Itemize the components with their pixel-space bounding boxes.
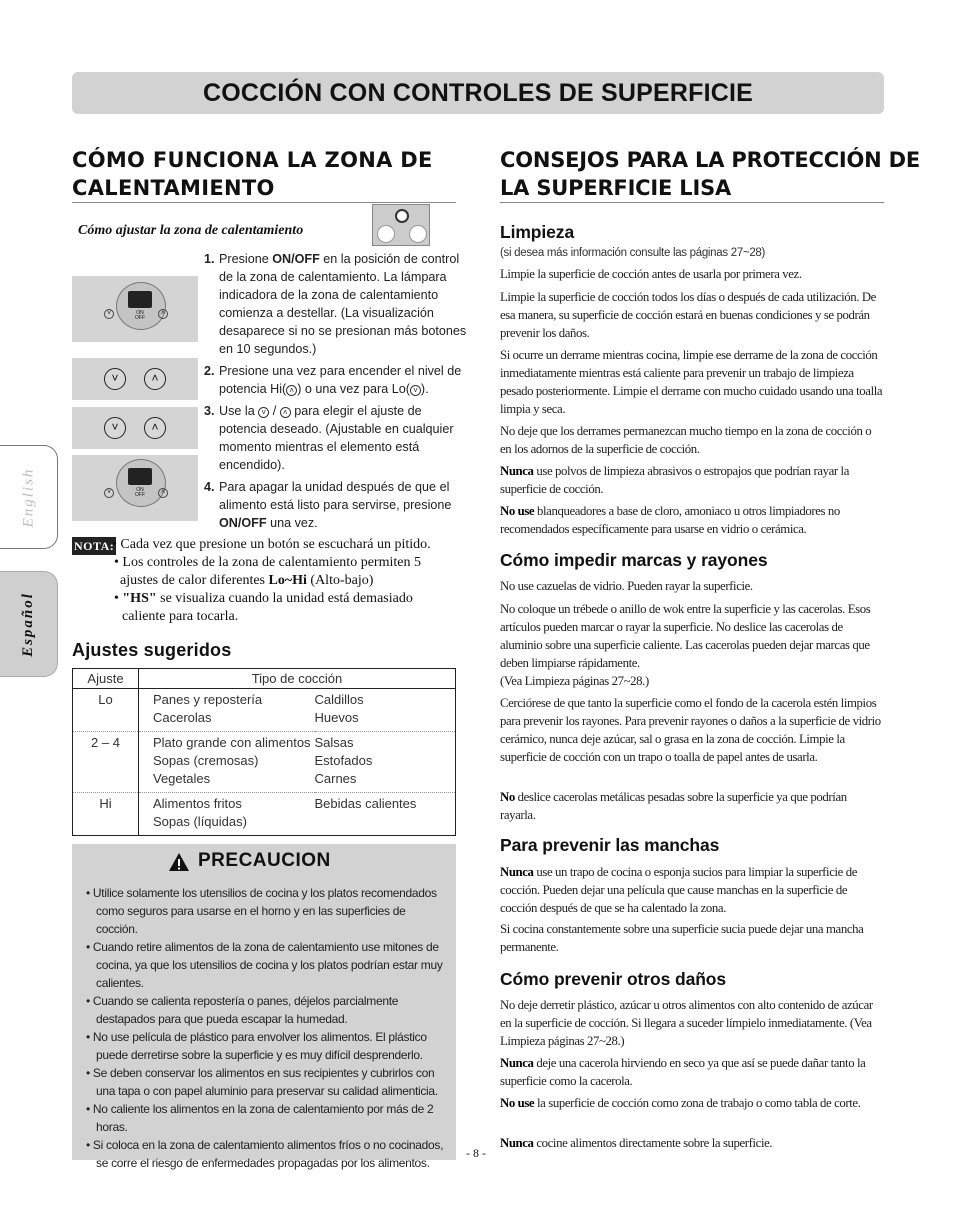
marcas-paragraph: No deslice cacerolas metálicas pesadas sobre la superficie ya que podrían rayarla. — [500, 790, 847, 822]
ajustes-heading: Ajustes sugeridos — [72, 640, 232, 660]
manchas-heading: Para prevenir las manchas — [500, 835, 720, 855]
down-arrow-icon: ˅ — [410, 385, 421, 396]
danos-heading: Cómo prevenir otros daños — [500, 969, 727, 989]
control-panel-illustration-3 — [72, 407, 198, 449]
control-panel-illustration-2 — [72, 358, 198, 400]
list-item: • Si coloca en la zona de calentamiento alimentos fríos o no cocinados, se corre el riesgo de enfermedades propagadas por los alimentos. — [86, 1138, 444, 1170]
display-screen — [128, 291, 152, 308]
marcas-paragraph: No coloque un trébede o anillo de wok entre la superficie y las cacerolas. Esos artículos pueden marcar o rayar la superficie. No deslice las cacerolas de aluminio sobre una superficie caliente. Las cacerolas pueden dejar marcas que deben limpiarse rápidamente. (Vea Limpieza páginas 27~28.) — [500, 602, 871, 688]
up-arrow-icon: ˄ — [286, 385, 297, 396]
page-banner — [72, 72, 884, 114]
list-item: • Utilice solamente los utensilios de cocina y los platos recomendados como seguros para usarse en el horno y en las superficies de cocción. — [86, 886, 437, 936]
control-panel-illustration-4 — [72, 455, 198, 521]
settings-table — [72, 668, 456, 836]
limpieza-paragraph: Nunca use polvos de limpieza abrasivos o estropajos que podrían rayar la superficie de cocción. — [500, 464, 849, 496]
on-off-label: ON OFF — [135, 310, 145, 321]
up-button-icon: ˄ — [144, 368, 166, 390]
banner-title: COCCIÓN CON CONTROLES DE SUPERFICIE — [202, 78, 754, 107]
tab-english[interactable] — [0, 445, 58, 549]
display-knob — [116, 282, 166, 330]
limpieza-note: (si desea más información consulte las páginas 27~28) — [500, 247, 766, 259]
up-arrow-icon: ˄ — [158, 309, 168, 319]
table-row: Hi Alimentos fritos Sopas (líquidas) Bebidas calientes — [73, 793, 456, 836]
table-header: Ajuste — [73, 669, 139, 689]
limpieza-paragraph: No deje que los derrames permanezcan mucho tiempo en la zona de cocción o en los adornos de la superficie de cocción. — [500, 424, 872, 456]
control-panel-illustration-1 — [72, 276, 198, 342]
danos-paragraph: Nunca deje una cacerola hirviendo en seco ya que así se puede dañar tanto la superficie como la cacerola. — [500, 1056, 866, 1088]
marcas-heading: Cómo impedir marcas y rayones — [500, 550, 768, 570]
caution-title: PRECAUCION — [198, 850, 331, 871]
up-arrow-icon: ˄ — [280, 407, 291, 418]
danos-paragraph: No use la superficie de cocción como zona de trabajo o como tabla de corte. — [500, 1096, 861, 1110]
tab-espanol[interactable] — [0, 571, 58, 677]
down-arrow-icon: ˅ — [104, 488, 114, 498]
table-row: 2 – 4 Plato grande con alimentos Sopas (cremosas) Vegetales Salsas Estofados Carnes — [73, 732, 456, 793]
down-button-icon: ˅ — [104, 417, 126, 439]
list-item: • Cuando retire alimentos de la zona de calentamiento use mitones de cocina, ya que los utensilios de cocina y los platos podrían estar muy calientes. — [86, 940, 443, 990]
limpieza-heading: Limpieza — [500, 222, 575, 242]
on-off-label: ON OFF — [135, 487, 145, 498]
tab-english-label: English — [20, 467, 36, 527]
limpieza-paragraph: Limpie la superficie de cocción antes de usarla por primera vez. — [500, 267, 802, 281]
down-arrow-icon: ˅ — [104, 309, 114, 319]
page-number: - 8 - — [466, 1146, 486, 1160]
table-header: Tipo de cocción — [139, 669, 456, 689]
cooktop-icon — [372, 204, 430, 246]
list-item: • Cuando se calienta repostería o panes, déjelos parcialmente destapados para que pueda escapar la humedad. — [86, 994, 399, 1026]
table-row: Lo Panes y repostería Cacerolas Caldillos Huevos — [73, 689, 456, 732]
marcas-paragraph: No use cazuelas de vidrio. Pueden rayar la superficie. — [500, 579, 753, 593]
left-heading: CÓMO FUNCIONA LA ZONA DE CALENTAMIENTO — [72, 148, 433, 200]
limpieza-paragraph: No use blanqueadores a base de cloro, amoniaco u otros limpiadores no recomendados específicamente para usarse en vidrio o cerámica. — [500, 504, 840, 536]
up-arrow-icon: ˄ — [158, 488, 168, 498]
right-heading-rule — [500, 202, 884, 203]
marcas-paragraph: Cerciórese de que tanto la superficie como el fondo de la cacerola estén limpios para prevenir los rayones. Para prevenir rayones o daños a la superficie de vidrio cerámico, nunca deje azúcar, sal o grasa en la zona de cocción. Limpie la superficie de cocción con un trapo o toalla de papel antes de usarla. — [500, 696, 881, 764]
right-heading: CONSEJOS PARA LA PROTECCIÓN DE LA SUPERFICIE LISA — [500, 148, 921, 200]
warning-icon — [168, 852, 190, 872]
down-button-icon: ˅ — [104, 368, 126, 390]
caution-list — [86, 884, 448, 1172]
manchas-paragraph: Nunca use un trapo de cocina o esponja sucios para limpiar la superficie de cocción. Pueden dejar una película que cause manchas en la superficie de cocción después de que se ha calentado la zona. — [500, 865, 857, 915]
nota-label: NOTA: — [74, 539, 115, 553]
list-item: • No use película de plástico para envolver los alimentos. El plástico puede derretirse sobre la superficie y es muy difícil desprenderlo. — [86, 1030, 427, 1062]
caution-box — [72, 844, 456, 1170]
list-item: • Se deben conservar los alimentos en sus recipientes y cubrirlos con una tapa o con papel aluminio para preservar su calidad alimenticia. — [86, 1066, 438, 1098]
danos-paragraph: No deje derretir plástico, azúcar u otros alimentos con alto contenido de azúcar en la superficie de cocción. Si llegara a suceder límpielo inmediatamente. (Vea Limpieza páginas 27~28.) — [500, 998, 873, 1048]
list-item: • No caliente los alimentos en la zona de calentamiento por más de 2 horas. — [86, 1102, 434, 1134]
tab-espanol-label: Español — [20, 591, 37, 657]
manchas-paragraph: Si cocina constantemente sobre una superficie sucia puede dejar una mancha permanente. — [500, 922, 864, 954]
subheading: Cómo ajustar la zona de calentamiento — [78, 223, 304, 238]
up-button-icon: ˄ — [144, 417, 166, 439]
limpieza-paragraph: Limpie la superficie de cocción todos los días o después de cada utilización. De esa manera, su superficie de cocción estará en buenas condiciones y se podrán prevenir los daños. — [500, 290, 876, 340]
limpieza-paragraph: Si ocurre un derrame mientras cocina, limpie ese derrame de la zona de cocción inmediatamente mientras está caliente para prevenir un trabajo de limpieza pesado posteriormente. Limpie el derrame con mucho cuidado usando una toalla limpia y seca. — [500, 348, 883, 416]
down-arrow-icon: ˅ — [258, 407, 269, 418]
display-knob — [116, 459, 166, 507]
danos-paragraph: Nunca cocine alimentos directamente sobre la superficie. — [500, 1136, 773, 1150]
left-heading-rule — [72, 202, 456, 203]
display-screen — [128, 468, 152, 485]
